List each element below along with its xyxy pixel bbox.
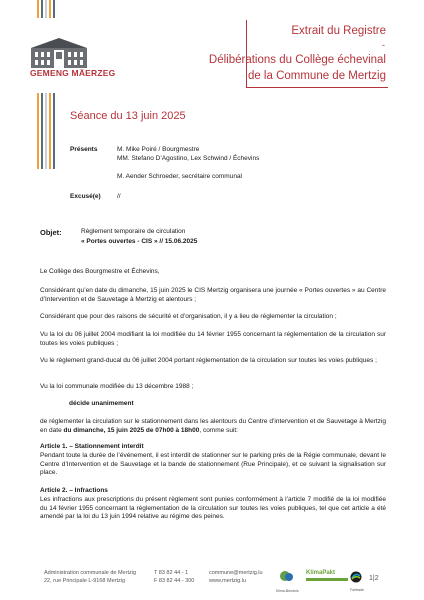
article-1-title: Article 1. – Stationnement interdit — [40, 443, 144, 450]
title-separator: - — [382, 40, 385, 50]
paragraph-considerant-1: Considérant qu’en date du dimanche, 15 juin 2025 le CIS Mertzig organisera une journée « Portes ouvertes » au Centre d’Intervention et de Sauvetage à Mertzig et alentours ; — [40, 287, 386, 303]
leaf-icon — [276, 570, 298, 584]
objet-line2: « Portes ouvertes - CIS » // 15.06.2025 — [81, 238, 198, 245]
presents-line1: M. Mike Poiré / Bourgmestre — [117, 146, 200, 153]
paragraph-vu-reglement: Vu le règlement grand-ducal du 06 juillet 2004 portant réglementation de la circulation sur toutes les voies publiques ; — [40, 357, 377, 364]
article-2-title: Article 2. – Infractions — [40, 487, 108, 494]
objet-label: Objet: — [40, 228, 62, 237]
fairtrade-logo: Fairtrade — [350, 570, 364, 592]
footer-organisation: Administration communale de Mertzig — [44, 570, 137, 576]
document-subtitle-line1: Délibérations du Collège échevinal — [208, 54, 386, 66]
paragraph-intro: Le Collège des Bourgmestre et Échevins, — [40, 268, 160, 275]
presents-line3: M. Aender Schroeder, secrétaire communal — [117, 173, 243, 180]
footer-fax: F 83 82 44 - 300 — [154, 578, 195, 584]
article-1-text: Pendant toute la durée de l’événement, il est interdit de stationner sur le parking près de la Régie communale, devant le Centre d’Intervention et de Sauvetage et la bande de stationnement (Rue Principale), et ce suivant la signalisation sur place. — [40, 452, 386, 476]
paragraph-vu-loi-communale: Vu la loi communale modifiée du 13 décembre 1988 ; — [40, 383, 194, 390]
paragraph-considerant-2: Considérant que pour des raisons de sécurité et d’organisation, il y a lieu de réglementer la circulation ; — [40, 313, 337, 320]
footer-website[interactable]: www.mertzig.lu — [209, 578, 246, 584]
document-title: Extrait du Registre — [291, 25, 386, 37]
presents-line2: MM. Stefano D’Agostino, Lex Schwind / Échevins — [117, 155, 260, 162]
decorative-stripes-top — [37, 0, 55, 18]
fairtrade-icon — [350, 571, 362, 583]
article-2-text: Les infractions aux prescriptions du présent règlement sont punies conformément à l’article 7 modifié de la loi modifiée du 14 février 1955 concernant la réglementation de la circulation sur toutes les voies publiques, tel que cet article a été amendé par la loi du 13 juin 1994 relative au régime des peines. — [40, 496, 386, 520]
document-subtitle-line2: de la Commune de Mertzig — [247, 70, 386, 82]
paragraph-vu-loi-2004: Vu la loi du 06 juillet 2004 modifiant la loi modifiée du 14 février 1955 concernant la réglementation de la circulation sur toutes les voies publiques ; — [40, 331, 386, 347]
page-number: 1|2 — [369, 575, 379, 582]
excuses-label: Excusé(e) — [70, 193, 101, 200]
decision-heading: décide unanimement — [69, 400, 134, 407]
footer-telephone: T 83 82 44 - 1 — [154, 570, 189, 576]
presents-label: Présents — [70, 146, 98, 153]
paragraph-decision: de réglementer la circulation sur le stationnement dans les alentours du Centre d’intervention et de Sauvetage à Mertzig en date du dimanche, 15 juin 2025 de 07h00 à 18h00, comme suit: — [40, 418, 386, 434]
footer-address: 22, rue Principale L-9168 Mertzig — [44, 578, 126, 584]
decorative-stripes-middle — [37, 93, 55, 169]
town-hall-logo — [31, 38, 87, 68]
municipality-name: GEMENG MÄERZEG — [30, 68, 116, 78]
footer-email[interactable]: commune@mertzig.lu — [209, 570, 263, 576]
klimapakt-logo: KlimaPakt — [306, 570, 348, 581]
objet-line1: Règlement temporaire de circulation — [81, 228, 186, 235]
klima-buendnis-logo: Klima-Bündnis — [276, 570, 299, 593]
excuses-value: // — [117, 193, 121, 200]
session-date: Séance du 13 juin 2025 — [70, 110, 186, 122]
